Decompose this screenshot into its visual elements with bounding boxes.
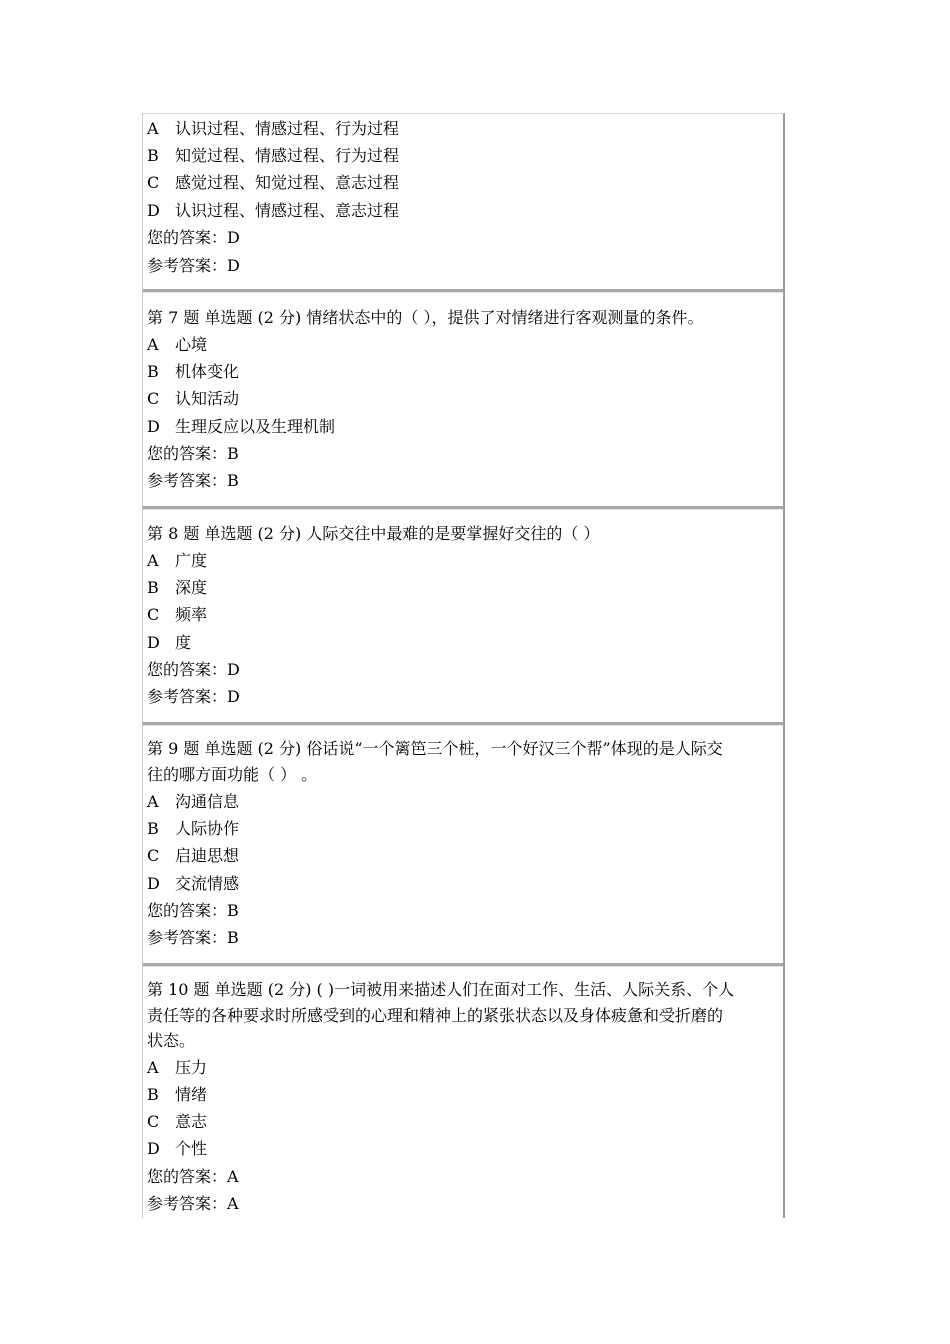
option-text: 广度 (175, 551, 208, 570)
question-10-option-b (147, 1085, 207, 1105)
question-7-option-d (147, 417, 335, 437)
option-text: 心境 (175, 335, 208, 354)
question-7-reference-answer: 参考答案：B (147, 471, 239, 490)
question-10-heading-line-2: 责任等的各种要求时所感受到的心理和精神上的紧张状态以及身体疲惫和受折磨的 (147, 1006, 724, 1025)
question-9-option-c (147, 846, 239, 866)
question-10-heading-line-1: 第 10 题 单选题 (2 分) ( )一词被用来描述人们在面对工作、生活、人际关系、个人 (147, 980, 735, 999)
question-9-heading-line-1: 第 9 题 单选题 (2 分) 俗话说“一个篱笆三个桩，一个好汉三个帮”体现的是人际交 (147, 739, 723, 758)
option-letter: B (147, 578, 159, 597)
question-10-option-c (147, 1112, 207, 1132)
option-letter: A (147, 335, 159, 354)
option-text: 沟通信息 (175, 792, 240, 811)
question-9-option-a (147, 792, 239, 812)
option-letter: A (147, 119, 159, 138)
option-text: 压力 (175, 1058, 208, 1077)
question-9-reference-answer: 参考答案：B (147, 928, 239, 947)
option-letter: C (147, 846, 160, 865)
question-6-option-c (147, 173, 399, 193)
question-8-heading: 第 8 题 单选题 (2 分) 人际交往中最难的是要掌握好交往的（ ） (147, 524, 600, 543)
question-separator (143, 722, 783, 726)
question-6-option-d (147, 201, 399, 221)
question-9-option-b (147, 819, 239, 839)
option-text: 机体变化 (175, 362, 240, 381)
option-text: 认识过程、情感过程、意志过程 (175, 201, 400, 220)
option-letter: C (147, 173, 160, 192)
question-7-option-a (147, 335, 207, 355)
question-separator (143, 289, 783, 293)
option-text: 认知活动 (175, 389, 240, 408)
question-7-your-answer: 您的答案：B (147, 444, 239, 463)
question-7-option-c (147, 389, 239, 409)
option-letter: A (147, 551, 159, 570)
question-9-heading-line-2: 往的哪方面功能（ ） 。 (147, 765, 318, 784)
option-text: 启迪思想 (175, 846, 240, 865)
option-text: 个性 (175, 1139, 208, 1158)
option-letter: B (147, 819, 159, 838)
option-letter: A (147, 792, 159, 811)
option-letter: D (147, 201, 160, 220)
option-text: 知觉过程、情感过程、行为过程 (175, 146, 400, 165)
question-8-option-a (147, 551, 207, 571)
option-letter: D (147, 874, 160, 893)
question-8-your-answer: 您的答案：D (147, 660, 240, 679)
option-text: 生理反应以及生理机制 (175, 417, 336, 436)
option-letter: B (147, 362, 159, 381)
option-text: 人际协作 (175, 819, 240, 838)
option-letter: C (147, 605, 160, 624)
question-10-heading-line-3: 状态。 (147, 1031, 196, 1050)
question-6-your-answer: 您的答案：D (147, 228, 240, 247)
question-8-option-b (147, 578, 207, 598)
option-text: 交流情感 (175, 874, 240, 893)
option-letter: D (147, 633, 160, 652)
question-8-option-c (147, 605, 207, 625)
question-separator (143, 963, 783, 967)
option-letter: D (147, 417, 160, 436)
option-letter: B (147, 1085, 159, 1104)
option-letter: C (147, 389, 160, 408)
option-letter: C (147, 1112, 160, 1131)
option-text: 情绪 (175, 1085, 208, 1104)
question-6-reference-answer: 参考答案：D (147, 256, 240, 275)
question-list-frame (142, 113, 785, 1218)
question-6-option-a (147, 119, 399, 139)
option-text: 度 (175, 633, 192, 652)
question-10-option-d (147, 1139, 207, 1159)
option-text: 感觉过程、知觉过程、意志过程 (175, 173, 400, 192)
question-6-option-b (147, 146, 399, 166)
question-10-option-a (147, 1058, 207, 1078)
question-10-your-answer: 您的答案：A (147, 1167, 239, 1186)
question-9-option-d (147, 874, 239, 894)
option-text: 意志 (175, 1112, 208, 1131)
question-8-reference-answer: 参考答案：D (147, 687, 240, 706)
option-letter: A (147, 1058, 159, 1077)
question-10-reference-answer: 参考答案：A (147, 1194, 239, 1213)
question-7-heading: 第 7 题 单选题 (2 分) 情绪状态中的（ ），提供了对情绪进行客观测量的条件。 (147, 308, 704, 327)
option-text: 频率 (175, 605, 208, 624)
question-7-option-b (147, 362, 239, 382)
option-letter: B (147, 146, 159, 165)
option-text: 认识过程、情感过程、行为过程 (175, 119, 400, 138)
question-separator (143, 506, 783, 510)
question-8-option-d (147, 633, 191, 653)
option-letter: D (147, 1139, 160, 1158)
question-9-your-answer: 您的答案：B (147, 901, 239, 920)
option-text: 深度 (175, 578, 208, 597)
